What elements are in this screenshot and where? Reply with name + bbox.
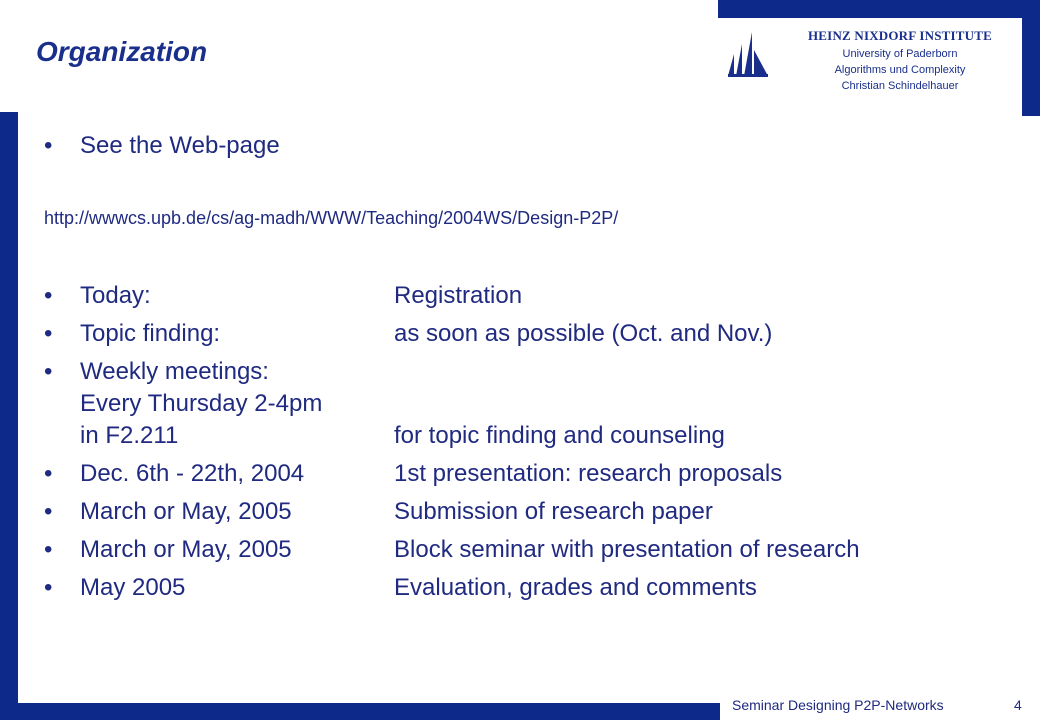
bullet-marker: • (44, 320, 53, 347)
schedule-row-continuation (44, 390, 394, 418)
bullet-marker: • (44, 498, 53, 525)
schedule-row (44, 460, 782, 488)
schedule-when: Topic finding: (80, 320, 221, 347)
page-number: 4 (1014, 697, 1022, 713)
schedule-row-continuation (44, 422, 725, 450)
schedule-what: for topic finding and counseling (394, 422, 725, 449)
schedule-row (44, 282, 522, 310)
schedule-what: Block seminar with presentation of research (394, 536, 860, 563)
frame-right-bar (1022, 0, 1040, 116)
schedule-row (44, 498, 713, 526)
schedule-when: March or May, 2005 (80, 536, 292, 563)
bullet-marker: • (44, 574, 53, 601)
institute-name: HEINZ NIXDORF INSTITUTE (808, 28, 992, 43)
schedule-when: Weekly meetings: (80, 358, 269, 385)
bullet-marker: • (44, 358, 53, 385)
institute-university: University of Paderborn (842, 48, 958, 60)
schedule-what: Registration (394, 282, 523, 309)
institute-author: Christian Schindelhauer (841, 80, 959, 92)
schedule-when: in F2.211 (80, 422, 179, 449)
bullet-marker: • (44, 132, 53, 159)
intro-bullet-row (44, 132, 280, 160)
schedule-when: March or May, 2005 (80, 498, 292, 525)
frame-top-bar (718, 0, 1040, 18)
schedule-when: Today: (80, 282, 151, 309)
schedule-row (44, 358, 394, 386)
schedule-when: Every Thursday 2-4pm (80, 390, 323, 417)
slide-title: Organization (36, 36, 208, 67)
schedule-row (44, 536, 860, 564)
schedule-what: Evaluation, grades and comments (394, 574, 757, 601)
schedule-row (44, 574, 757, 602)
footer-course-title: Seminar Designing P2P-Networks (732, 697, 944, 713)
schedule-what: as soon as possible (Oct. and Nov.) (394, 320, 773, 347)
frame-left-bar (0, 112, 18, 720)
frame-bottom-bar (0, 703, 720, 720)
university-logo-icon (726, 30, 770, 78)
bullet-marker: • (44, 282, 53, 309)
schedule-when: May 2005 (80, 574, 186, 601)
schedule-when: Dec. 6th - 22th, 2004 (80, 460, 305, 487)
intro-bullet-text: See the Web-page (80, 132, 280, 159)
course-url-link[interactable]: http://wwwcs.upb.de/cs/ag-madh/WWW/Teaching/2004WS/Design-P2P/ (44, 208, 619, 228)
bullet-marker: • (44, 536, 53, 563)
schedule-row (44, 320, 772, 348)
bullet-marker: • (44, 460, 53, 487)
schedule-what: 1st presentation: research proposals (394, 460, 783, 487)
schedule-what: Submission of research paper (394, 498, 713, 525)
institute-group: Algorithms und Complexity (834, 64, 966, 76)
institute-header (778, 28, 1022, 92)
